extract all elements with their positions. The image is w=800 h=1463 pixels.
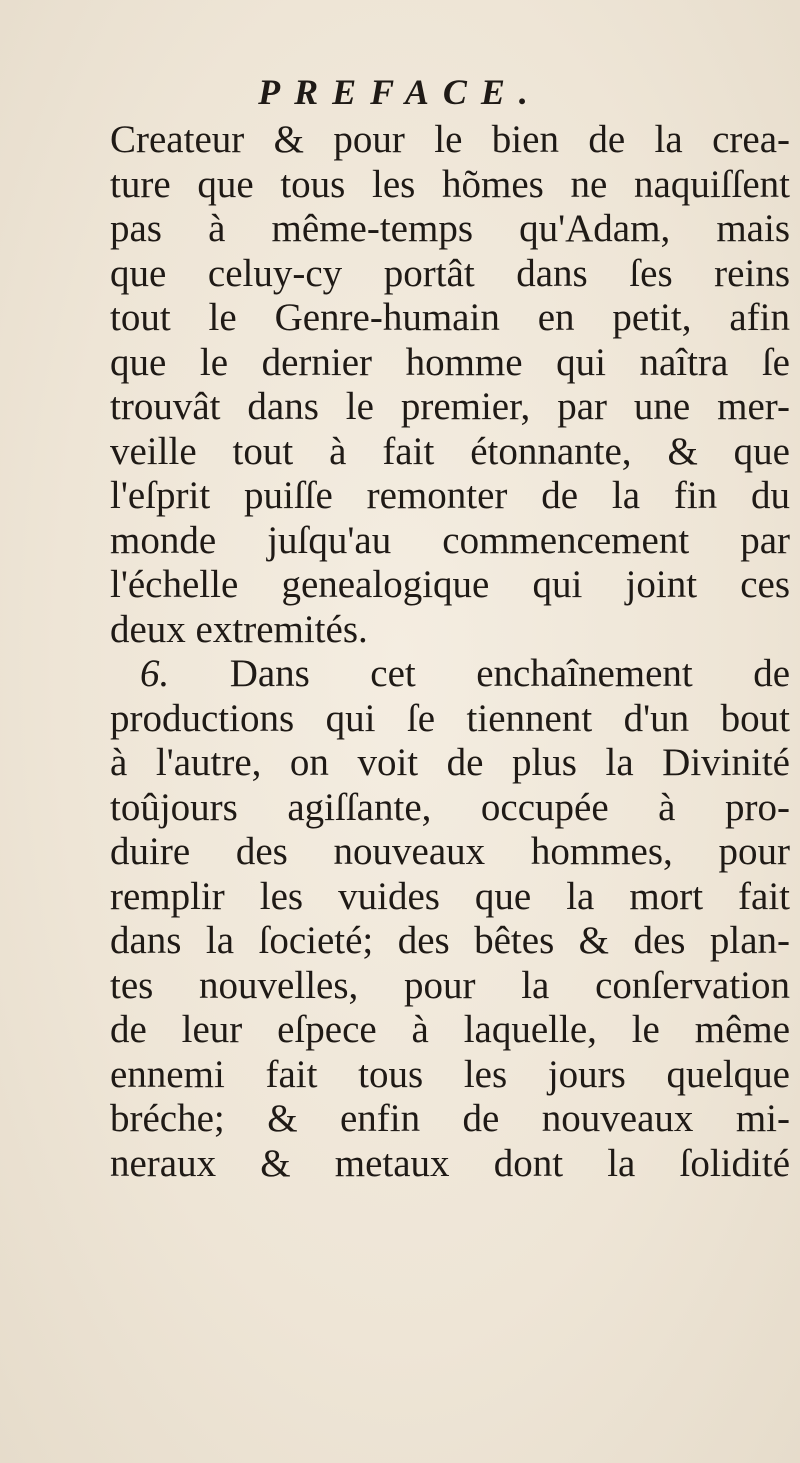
text-line: productions qui ſe tiennent d'un bout (110, 696, 790, 740)
text-line: Createur & pour le bien de la crea- (110, 118, 790, 161)
text-line: bréche; & enfin de nouveaux mi- (110, 1097, 790, 1140)
text-line: que celuy-cy portât dans ſes reins (110, 251, 790, 295)
running-header: PREFACE. (258, 72, 542, 112)
text-line: monde juſqu'au commencement par (110, 518, 790, 562)
text-line: veille tout à fait étonnante, & que (110, 429, 790, 473)
text-line: remplir les vuides que la mort fait (110, 874, 790, 918)
text-line: tout le Genre-humain en petit, afin (110, 296, 790, 339)
text-line: dans la ſocieté; des bêtes & des plan- (110, 919, 790, 962)
text-line: à l'autre, on voit de plus la Divinité (110, 741, 790, 784)
text-line: ennemi fait tous les jours quelque (110, 1052, 790, 1096)
text-line-paragraph-start (110, 652, 790, 697)
text-line: que le dernier homme qui naîtra ſe (110, 340, 790, 384)
text-line: tes nouvelles, pour la conſervation (110, 963, 790, 1007)
paragraph-number: 6. (140, 652, 170, 695)
text-line: pas à même-temps qu'Adam, mais (110, 207, 790, 250)
text-line: neraux & metaux dont la ſolidité (110, 1141, 790, 1185)
body-text (110, 118, 790, 1186)
text-line: toûjours agiſſante, occupée à pro- (110, 785, 790, 829)
text-line: deux extremités. (110, 607, 368, 651)
text-line: trouvât dans le premier, par une mer- (110, 385, 790, 428)
text-line: de leur eſpece à laquelle, le même (110, 1008, 790, 1051)
text-line: l'échelle genealogique qui joint ces (110, 563, 790, 606)
text-line: duire des nouveaux hommes, pour (110, 830, 790, 873)
text-line: l'eſprit puiſſe remonter de la fin du (110, 474, 790, 517)
text-line: ture que tous les hõmes ne naquiſſent (110, 162, 790, 206)
text-line-content: Dans cet enchaînement de (229, 652, 791, 695)
